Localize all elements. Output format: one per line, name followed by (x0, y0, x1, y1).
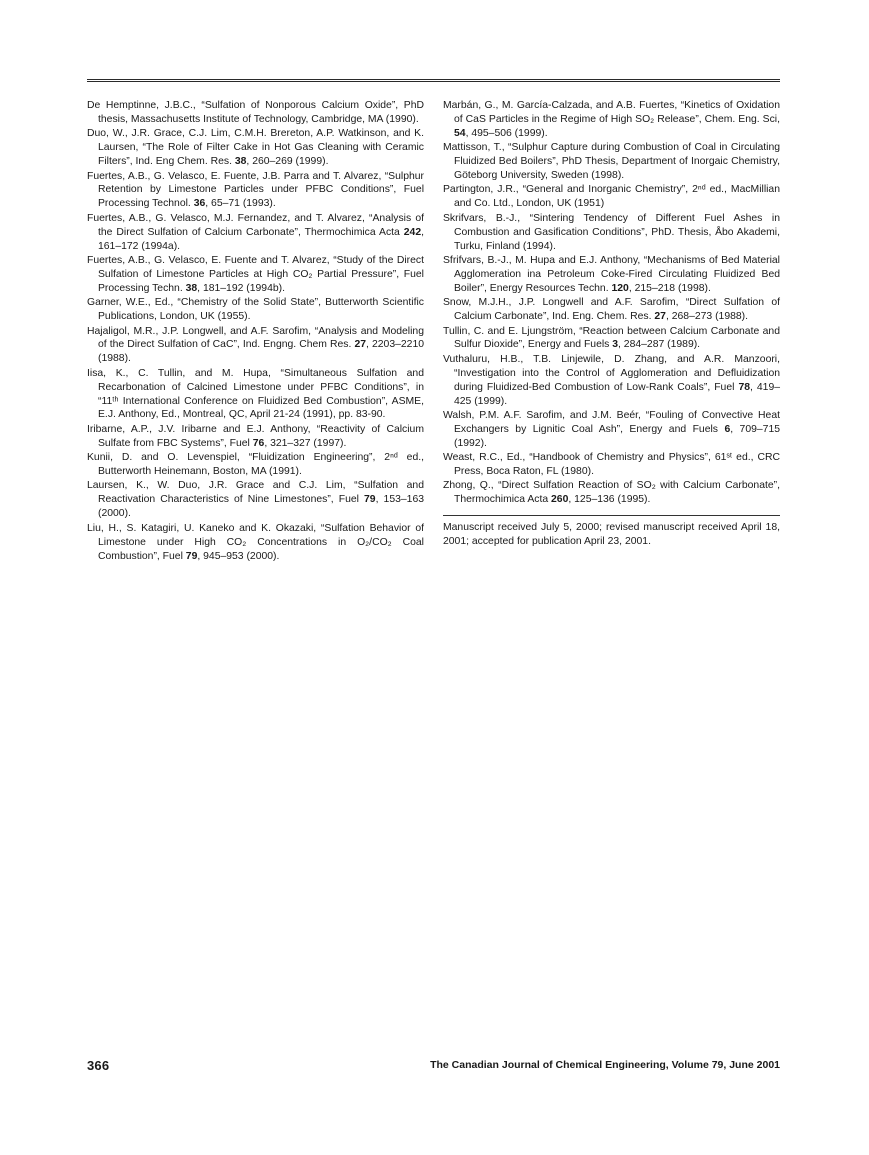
reference-volume: 242 (403, 226, 422, 238)
reference-entry (87, 254, 424, 296)
reference-text: Kunii, D. and O. Levenspiel, “Fluidization Engineering”, 2ⁿᵈ ed., Butterworth Heinemann, Boston, MA (1991). (87, 452, 424, 478)
reference-text: Fuertes, A.B., G. Velasco, M.J. Fernandez, and T. Alvarez, “Analysis of the Direct Sulfation of Calcium Carbonate”, Thermochimica Acta (87, 212, 424, 238)
reference-text: Marbán, G., M. García-Calzada, and A.B. Fuertes, “Kinetics of Oxidation of CaS Particles in the Regime of High SO₂ Release”, Chem. Eng. Sci, (443, 100, 780, 125)
reference-pages: , 495–506 (1999). (465, 127, 548, 139)
reference-text: Zhong, Q., “Direct Sulfation Reaction of SO₂ with Calcium Carbonate”, Thermochimica Acta (443, 480, 780, 506)
reference-entry (443, 325, 780, 353)
reference-volume: 120 (611, 282, 629, 294)
reference-entry (443, 141, 780, 183)
reference-volume: 6 (724, 423, 731, 435)
reference-text: Fuertes, A.B., G. Velasco, E. Fuente, J.B. Parra and T. Alvarez, “Sulphur Retention by Limestone Particles under PFBC Conditions”, Fuel Processing Technol. (87, 170, 424, 210)
references-right-column (443, 99, 780, 549)
reference-text: Weast, R.C., Ed., “Handbook of Chemistry and Physics”, 61ˢᵗ ed., CRC Press, Boca Raton, FL (1980). (443, 452, 780, 478)
reference-entry (443, 183, 780, 211)
reference-entry (443, 451, 780, 479)
reference-pages: , 161–172 (1994a). (98, 226, 425, 252)
page-number: 366 (87, 1058, 110, 1073)
reference-text: Vuthaluru, H.B., T.B. Linjewile, D. Zhang, and A.R. Manzoori, “Investigation into the Control of Agglomeration and Defluidization during Fluidized-Bed Combustion of Low-Rank Coals”, Fuel (443, 353, 780, 393)
reference-pages: , 419–425 (1999). (454, 381, 781, 407)
reference-volume: 36 (193, 198, 206, 210)
reference-pages: , 709–715 (1992). (454, 423, 780, 449)
reference-text: Sfrifvars, B.-J., M. Hupa and E.J. Anthony, “Mechanisms of Bed Material Agglomeration ina Petroleum Coke-Fired Circulating Fluidized Bed Boiler”, Energy Resources Techn. (443, 254, 780, 294)
reference-entry (87, 127, 424, 169)
reference-pages: , 65–71 (1993). (205, 198, 276, 210)
reference-volume: 79 (185, 550, 198, 562)
reference-text: Fuertes, A.B., G. Velasco, E. Fuente and T. Alvarez, “Study of the Direct Sulfation of Limestone Particles at High CO₂ Partial Pressure”, Fuel Processing Techn. (87, 254, 424, 294)
reference-entry (87, 479, 424, 521)
reference-volume: 79 (364, 494, 376, 506)
reference-volume: 27 (354, 339, 367, 351)
reference-volume: 76 (252, 437, 265, 449)
reference-entry (87, 423, 424, 451)
reference-pages: , 321–327 (1997). (264, 437, 347, 449)
reference-volume: 38 (185, 282, 198, 294)
reference-entry (443, 296, 780, 324)
reference-volume: 260 (551, 494, 569, 506)
reference-volume: 38 (234, 156, 247, 168)
reference-pages: , 260–269 (1999). (246, 156, 329, 168)
reference-entry (443, 353, 780, 409)
reference-entry (443, 479, 780, 507)
journal-footer: The Canadian Journal of Chemical Engineering, Volume 79, June 2001 (430, 1059, 780, 1071)
references-left-column (87, 99, 424, 564)
reference-volume: 54 (454, 127, 466, 139)
reference-entry (87, 367, 424, 423)
manuscript-note: Manuscript received July 5, 2000; revised manuscript received April 18, 2001; accepted for publication April 23, 2001. (443, 522, 780, 548)
reference-volume: 3 (612, 339, 619, 351)
references-right-list (443, 99, 780, 507)
reference-text: Partington, J.R., “General and Inorganic Chemistry”, 2ⁿᵈ ed., MacMillian and Co. Ltd., London, UK (1951) (443, 184, 780, 210)
reference-text: Garner, W.E., Ed., “Chemistry of the Solid State”, Butterworth Scientific Publications, London, UK (1955). (87, 297, 424, 323)
reference-pages: , 945–953 (2000). (197, 550, 280, 562)
reference-pages: , 284–287 (1989). (618, 339, 701, 351)
reference-entry (87, 170, 424, 212)
reference-text: Mattisson, T., “Sulphur Capture during Combustion of Coal in Circulating Fluidized Bed Boilers”, PhD Thesis, Department of Inorgaic Chemistry, Göteborg University, Sweden (1998). (443, 142, 780, 182)
reference-entry (443, 212, 780, 254)
reference-volume: 27 (654, 311, 666, 323)
reference-pages: , 181–192 (1994b). (197, 282, 285, 294)
reference-text: Skrifvars, B.-J., “Sintering Tendency of Different Fuel Ashes in Combustion and Gasification Conditions”, PhD. Thesis, Åbo Akademi, Turku, Finland (1994). (443, 212, 780, 252)
reference-text: Hajaligol, M.R., J.P. Longwell, and A.F. Sarofim, “Analysis and Modeling of the Direct Sulfation of CaC”, Ind. Engng. Chem Res. (87, 325, 424, 351)
reference-pages: , 153–163 (2000). (98, 494, 424, 520)
reference-entry (443, 409, 780, 451)
reference-pages: , 215–218 (1998). (628, 282, 711, 294)
reference-text: Snow, M.J.H., J.P. Longwell and A.F. Sarofim, “Direct Sulfation of Calcium Carbonate”, Ind. Eng. Chem. Res. (443, 297, 780, 323)
reference-pages: , 268–273 (1988). (665, 311, 749, 323)
reference-volume: 78 (738, 381, 751, 393)
reference-entry (87, 99, 424, 127)
reference-text: Tullin, C. and E. Ljungström, “Reaction between Calcium Carbonate and Sulfur Dioxide”, Energy and Fuels (443, 325, 780, 351)
manuscript-rule (443, 515, 780, 516)
reference-entry (87, 451, 424, 479)
reference-entry (443, 254, 780, 296)
reference-text: Iribarne, A.P., J.V. Iribarne and E.J. Anthony, “Reactivity of Calcium Sulfate from FBC Systems”, Fuel (87, 423, 424, 449)
header-rule (87, 79, 780, 82)
reference-entry (87, 522, 424, 564)
reference-entry (87, 296, 424, 324)
reference-text: De Hemptinne, J.B.C., “Sulfation of Nonporous Calcium Oxide”, PhD thesis, Massachusetts Institute of Technology, Cambridge, MA (1990). (87, 100, 424, 125)
reference-text: Iisa, K., C. Tullin, and M. Hupa, “Simultaneous Sulfation and Recarbonation of Calcined Limestone under PFBC Conditions”, in “11ᵗʰ International Conference on Fluidized Bed Combustion”, ASME, E.J. Anthony, Ed., Montreal, QC, April 21-24 (1991), pp. 83-90. (87, 367, 424, 421)
reference-pages: , 125–136 (1995). (568, 494, 651, 506)
reference-entry (87, 325, 424, 367)
reference-text: Walsh, P.M. A.F. Sarofim, and J.M. Beér, “Fouling of Convective Heat Exchangers by Lignitic Coal Ash”, Energy and Fuels (443, 409, 780, 435)
reference-text: Laursen, K., W. Duo, J.R. Grace and C.J. Lim, “Sulfation and Reactivation Characteristics of Nine Limestones”, Fuel (87, 480, 424, 506)
reference-text: Liu, H., S. Katagiri, U. Kaneko and K. Okazaki, “Sulfation Behavior of Limestone under High CO₂ Concentrations in O₂/CO₂ Coal Combustion”, Fuel (87, 522, 424, 562)
reference-entry (443, 99, 780, 141)
reference-entry (87, 212, 424, 254)
reference-pages: , 2203–2210 (1988). (98, 339, 425, 365)
reference-text: Duo, W., J.R. Grace, C.J. Lim, C.M.H. Brereton, A.P. Watkinson, and K. Laursen, “The Role of Filter Cake in Hot Gas Cleaning with Ceramic Filters”, Ind. Eng Chem. Res. (87, 128, 424, 168)
